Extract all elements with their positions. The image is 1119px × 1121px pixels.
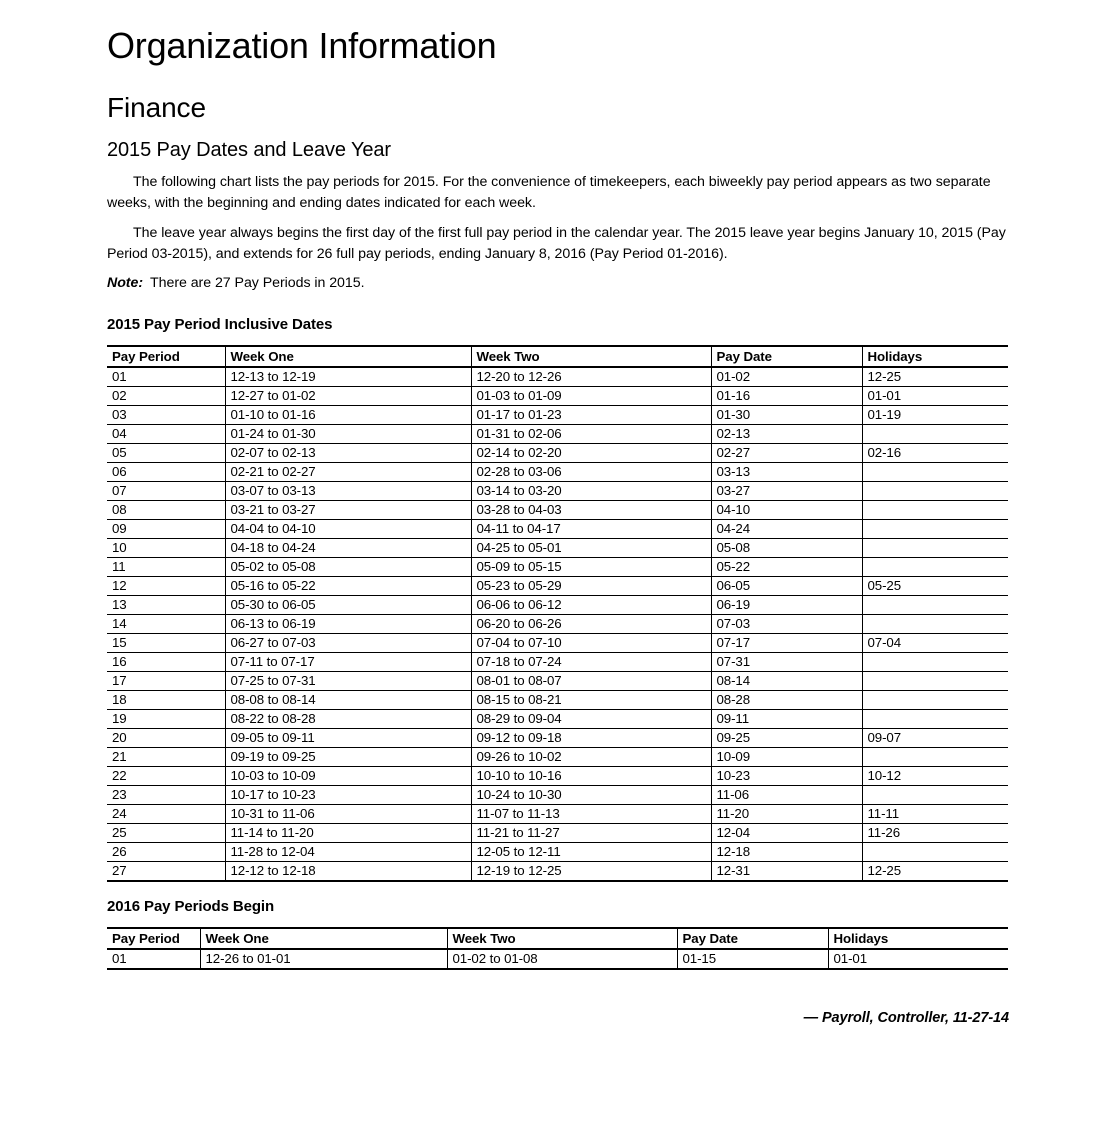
cell-pay-date: 03-13 bbox=[711, 462, 862, 481]
cell-week-one: 11-28 to 12-04 bbox=[225, 842, 471, 861]
footer-signoff: — Payroll, Controller, 11-27-14 bbox=[803, 1009, 1009, 1026]
cell-week-one: 05-30 to 06-05 bbox=[225, 595, 471, 614]
table-row bbox=[107, 386, 1008, 405]
cell-week-two: 10-10 to 10-16 bbox=[471, 766, 711, 785]
pay-periods-2015-table bbox=[107, 345, 1008, 882]
cell-week-two: 03-14 to 03-20 bbox=[471, 481, 711, 500]
cell-pay-date: 06-19 bbox=[711, 595, 862, 614]
table-row bbox=[107, 747, 1008, 766]
cell-pay-date: 10-23 bbox=[711, 766, 862, 785]
cell-pay-period: 26 bbox=[107, 842, 225, 861]
cell-holidays bbox=[862, 671, 1008, 690]
cell-pay-date: 05-08 bbox=[711, 538, 862, 557]
cell-pay-period: 08 bbox=[107, 500, 225, 519]
cell-week-one: 12-26 to 01-01 bbox=[200, 949, 447, 969]
cell-week-two: 03-28 to 04-03 bbox=[471, 500, 711, 519]
table-row bbox=[107, 633, 1008, 652]
cell-holidays bbox=[862, 747, 1008, 766]
note-text: There are 27 Pay Periods in 2015. bbox=[150, 275, 365, 292]
cell-pay-date: 07-17 bbox=[711, 633, 862, 652]
cell-week-one: 04-04 to 04-10 bbox=[225, 519, 471, 538]
cell-pay-period: 10 bbox=[107, 538, 225, 557]
cell-pay-period: 17 bbox=[107, 671, 225, 690]
cell-week-two: 08-15 to 08-21 bbox=[471, 690, 711, 709]
cell-pay-period: 20 bbox=[107, 728, 225, 747]
cell-holidays: 11-26 bbox=[862, 823, 1008, 842]
cell-pay-period: 05 bbox=[107, 443, 225, 462]
cell-week-two: 10-24 to 10-30 bbox=[471, 785, 711, 804]
cell-week-two: 05-09 to 05-15 bbox=[471, 557, 711, 576]
cell-week-two: 02-28 to 03-06 bbox=[471, 462, 711, 481]
cell-week-one: 01-10 to 01-16 bbox=[225, 405, 471, 424]
column-header-week-two: Week Two bbox=[471, 346, 711, 367]
cell-week-two: 06-06 to 06-12 bbox=[471, 595, 711, 614]
cell-pay-date: 09-25 bbox=[711, 728, 862, 747]
subsection-heading: 2015 Pay Dates and Leave Year bbox=[107, 139, 391, 162]
cell-pay-date: 01-16 bbox=[711, 386, 862, 405]
cell-pay-period: 02 bbox=[107, 386, 225, 405]
cell-pay-date: 10-09 bbox=[711, 747, 862, 766]
cell-week-one: 08-22 to 08-28 bbox=[225, 709, 471, 728]
cell-week-two: 12-19 to 12-25 bbox=[471, 861, 711, 881]
table-row bbox=[107, 949, 1008, 969]
cell-week-two: 09-12 to 09-18 bbox=[471, 728, 711, 747]
cell-pay-period: 04 bbox=[107, 424, 225, 443]
cell-week-two: 08-29 to 09-04 bbox=[471, 709, 711, 728]
cell-week-one: 03-07 to 03-13 bbox=[225, 481, 471, 500]
cell-holidays bbox=[862, 690, 1008, 709]
cell-week-one: 06-27 to 07-03 bbox=[225, 633, 471, 652]
cell-holidays: 02-16 bbox=[862, 443, 1008, 462]
cell-week-one: 12-13 to 12-19 bbox=[225, 367, 471, 387]
cell-week-one: 04-18 to 04-24 bbox=[225, 538, 471, 557]
cell-pay-date: 12-18 bbox=[711, 842, 862, 861]
column-header-week-one: Week One bbox=[200, 928, 447, 949]
cell-pay-date: 02-27 bbox=[711, 443, 862, 462]
table-row bbox=[107, 576, 1008, 595]
cell-week-two: 07-18 to 07-24 bbox=[471, 652, 711, 671]
table-row bbox=[107, 405, 1008, 424]
table-row bbox=[107, 443, 1008, 462]
cell-pay-date: 08-28 bbox=[711, 690, 862, 709]
cell-pay-period: 11 bbox=[107, 557, 225, 576]
table-row bbox=[107, 652, 1008, 671]
table-row bbox=[107, 614, 1008, 633]
column-header-pay-period: Pay Period bbox=[107, 928, 200, 949]
cell-holidays bbox=[862, 557, 1008, 576]
cell-pay-period: 06 bbox=[107, 462, 225, 481]
cell-pay-date: 04-10 bbox=[711, 500, 862, 519]
cell-pay-date: 07-31 bbox=[711, 652, 862, 671]
column-header-holidays: Holidays bbox=[828, 928, 1008, 949]
column-header-week-two: Week Two bbox=[447, 928, 677, 949]
cell-week-one: 05-02 to 05-08 bbox=[225, 557, 471, 576]
cell-week-one: 02-07 to 02-13 bbox=[225, 443, 471, 462]
cell-holidays bbox=[862, 462, 1008, 481]
cell-week-one: 06-13 to 06-19 bbox=[225, 614, 471, 633]
cell-pay-date: 11-20 bbox=[711, 804, 862, 823]
cell-week-two: 02-14 to 02-20 bbox=[471, 443, 711, 462]
cell-pay-date: 09-11 bbox=[711, 709, 862, 728]
cell-pay-period: 12 bbox=[107, 576, 225, 595]
cell-pay-period: 15 bbox=[107, 633, 225, 652]
cell-pay-period: 14 bbox=[107, 614, 225, 633]
cell-holidays: 09-07 bbox=[862, 728, 1008, 747]
cell-pay-period: 22 bbox=[107, 766, 225, 785]
document-content bbox=[107, 0, 1009, 1026]
cell-pay-date: 02-13 bbox=[711, 424, 862, 443]
cell-week-one: 09-19 to 09-25 bbox=[225, 747, 471, 766]
cell-holidays bbox=[862, 538, 1008, 557]
cell-pay-period: 19 bbox=[107, 709, 225, 728]
table-row bbox=[107, 804, 1008, 823]
cell-holidays bbox=[862, 424, 1008, 443]
column-header-pay-date: Pay Date bbox=[677, 928, 828, 949]
cell-week-two: 06-20 to 06-26 bbox=[471, 614, 711, 633]
cell-pay-date: 11-06 bbox=[711, 785, 862, 804]
cell-week-one: 02-21 to 02-27 bbox=[225, 462, 471, 481]
table-row bbox=[107, 861, 1008, 881]
cell-week-two: 08-01 to 08-07 bbox=[471, 671, 711, 690]
cell-holidays bbox=[862, 519, 1008, 538]
column-header-pay-date: Pay Date bbox=[711, 346, 862, 367]
cell-pay-date: 12-31 bbox=[711, 861, 862, 881]
cell-holidays: 12-25 bbox=[862, 367, 1008, 387]
table-row bbox=[107, 557, 1008, 576]
cell-holidays bbox=[862, 652, 1008, 671]
cell-pay-date: 12-04 bbox=[711, 823, 862, 842]
cell-week-one: 07-25 to 07-31 bbox=[225, 671, 471, 690]
cell-week-two: 11-07 to 11-13 bbox=[471, 804, 711, 823]
cell-week-one: 01-24 to 01-30 bbox=[225, 424, 471, 443]
cell-pay-period: 07 bbox=[107, 481, 225, 500]
table-row bbox=[107, 709, 1008, 728]
table-row bbox=[107, 367, 1008, 387]
cell-week-two: 05-23 to 05-29 bbox=[471, 576, 711, 595]
cell-holidays: 01-01 bbox=[862, 386, 1008, 405]
column-header-week-one: Week One bbox=[225, 346, 471, 367]
cell-pay-date: 08-14 bbox=[711, 671, 862, 690]
cell-pay-date: 06-05 bbox=[711, 576, 862, 595]
cell-pay-date: 04-24 bbox=[711, 519, 862, 538]
cell-week-two: 04-25 to 05-01 bbox=[471, 538, 711, 557]
cell-holidays: 10-12 bbox=[862, 766, 1008, 785]
table-row bbox=[107, 823, 1008, 842]
cell-week-one: 10-17 to 10-23 bbox=[225, 785, 471, 804]
cell-pay-period: 03 bbox=[107, 405, 225, 424]
cell-pay-period: 01 bbox=[107, 367, 225, 387]
cell-pay-period: 01 bbox=[107, 949, 200, 969]
cell-pay-date: 05-22 bbox=[711, 557, 862, 576]
cell-pay-period: 25 bbox=[107, 823, 225, 842]
cell-holidays bbox=[862, 481, 1008, 500]
cell-holidays: 01-19 bbox=[862, 405, 1008, 424]
pay-periods-2016-table bbox=[107, 927, 1008, 970]
cell-week-one: 05-16 to 05-22 bbox=[225, 576, 471, 595]
cell-pay-period: 27 bbox=[107, 861, 225, 881]
paragraph-note bbox=[107, 264, 1009, 294]
cell-week-one: 09-05 to 09-11 bbox=[225, 728, 471, 747]
cell-pay-period: 13 bbox=[107, 595, 225, 614]
cell-pay-period: 21 bbox=[107, 747, 225, 766]
section-heading-finance: Finance bbox=[107, 91, 206, 123]
cell-pay-period: 18 bbox=[107, 690, 225, 709]
table-row bbox=[107, 728, 1008, 747]
cell-pay-date: 01-15 bbox=[677, 949, 828, 969]
table-2015-heading: 2015 Pay Period Inclusive Dates bbox=[107, 315, 333, 333]
cell-week-two: 12-20 to 12-26 bbox=[471, 367, 711, 387]
table-row bbox=[107, 671, 1008, 690]
cell-pay-date: 07-03 bbox=[711, 614, 862, 633]
cell-holidays: 07-04 bbox=[862, 633, 1008, 652]
cell-holidays: 12-25 bbox=[862, 861, 1008, 881]
cell-holidays bbox=[862, 614, 1008, 633]
table-header-row bbox=[107, 928, 1008, 949]
cell-pay-date: 01-02 bbox=[711, 367, 862, 387]
cell-week-two: 01-17 to 01-23 bbox=[471, 405, 711, 424]
cell-pay-period: 24 bbox=[107, 804, 225, 823]
cell-week-one: 10-03 to 10-09 bbox=[225, 766, 471, 785]
note-label: Note: bbox=[107, 275, 144, 292]
paragraph-intro: The following chart lists the pay periods for 2015. For the convenience of timekeepers, each biweekly pay period appears as two separate weeks, with the beginning and ending dates indicated for each week. bbox=[107, 174, 991, 211]
cell-week-two: 11-21 to 11-27 bbox=[471, 823, 711, 842]
cell-holidays bbox=[862, 785, 1008, 804]
cell-week-two: 01-02 to 01-08 bbox=[447, 949, 677, 969]
cell-week-one: 12-27 to 01-02 bbox=[225, 386, 471, 405]
cell-week-two: 01-31 to 02-06 bbox=[471, 424, 711, 443]
table-header-row bbox=[107, 346, 1008, 367]
table-row bbox=[107, 842, 1008, 861]
cell-week-one: 10-31 to 11-06 bbox=[225, 804, 471, 823]
cell-holidays: 05-25 bbox=[862, 576, 1008, 595]
table-row bbox=[107, 462, 1008, 481]
cell-week-one: 03-21 to 03-27 bbox=[225, 500, 471, 519]
table-row bbox=[107, 500, 1008, 519]
cell-pay-date: 03-27 bbox=[711, 481, 862, 500]
cell-holidays: 01-01 bbox=[828, 949, 1008, 969]
table-row bbox=[107, 538, 1008, 557]
table-row bbox=[107, 595, 1008, 614]
cell-pay-period: 23 bbox=[107, 785, 225, 804]
cell-pay-period: 09 bbox=[107, 519, 225, 538]
paragraph-leave-year: The leave year always begins the first day of the first full pay period in the calendar year. The 2015 leave year begins January 10, 2015 (Pay Period 03-2015), and extends for 26 full pay periods, ending January 8, 2016 (Pay Period 01-2016). bbox=[107, 225, 1006, 262]
table-row bbox=[107, 481, 1008, 500]
cell-pay-period: 16 bbox=[107, 652, 225, 671]
cell-holidays bbox=[862, 500, 1008, 519]
table-2016-heading: 2016 Pay Periods Begin bbox=[107, 897, 275, 915]
table-row bbox=[107, 785, 1008, 804]
column-header-pay-period: Pay Period bbox=[107, 346, 225, 367]
cell-week-two: 09-26 to 10-02 bbox=[471, 747, 711, 766]
cell-holidays bbox=[862, 709, 1008, 728]
table-row bbox=[107, 519, 1008, 538]
cell-week-one: 11-14 to 11-20 bbox=[225, 823, 471, 842]
cell-week-one: 12-12 to 12-18 bbox=[225, 861, 471, 881]
cell-week-one: 07-11 to 07-17 bbox=[225, 652, 471, 671]
cell-holidays bbox=[862, 595, 1008, 614]
page-title: Organization Information bbox=[107, 25, 497, 66]
table-row bbox=[107, 766, 1008, 785]
column-header-holidays: Holidays bbox=[862, 346, 1008, 367]
cell-holidays: 11-11 bbox=[862, 804, 1008, 823]
cell-pay-date: 01-30 bbox=[711, 405, 862, 424]
cell-week-two: 12-05 to 12-11 bbox=[471, 842, 711, 861]
cell-holidays bbox=[862, 842, 1008, 861]
cell-week-two: 01-03 to 01-09 bbox=[471, 386, 711, 405]
table-row bbox=[107, 690, 1008, 709]
table-row bbox=[107, 424, 1008, 443]
cell-week-one: 08-08 to 08-14 bbox=[225, 690, 471, 709]
cell-week-two: 04-11 to 04-17 bbox=[471, 519, 711, 538]
cell-week-two: 07-04 to 07-10 bbox=[471, 633, 711, 652]
